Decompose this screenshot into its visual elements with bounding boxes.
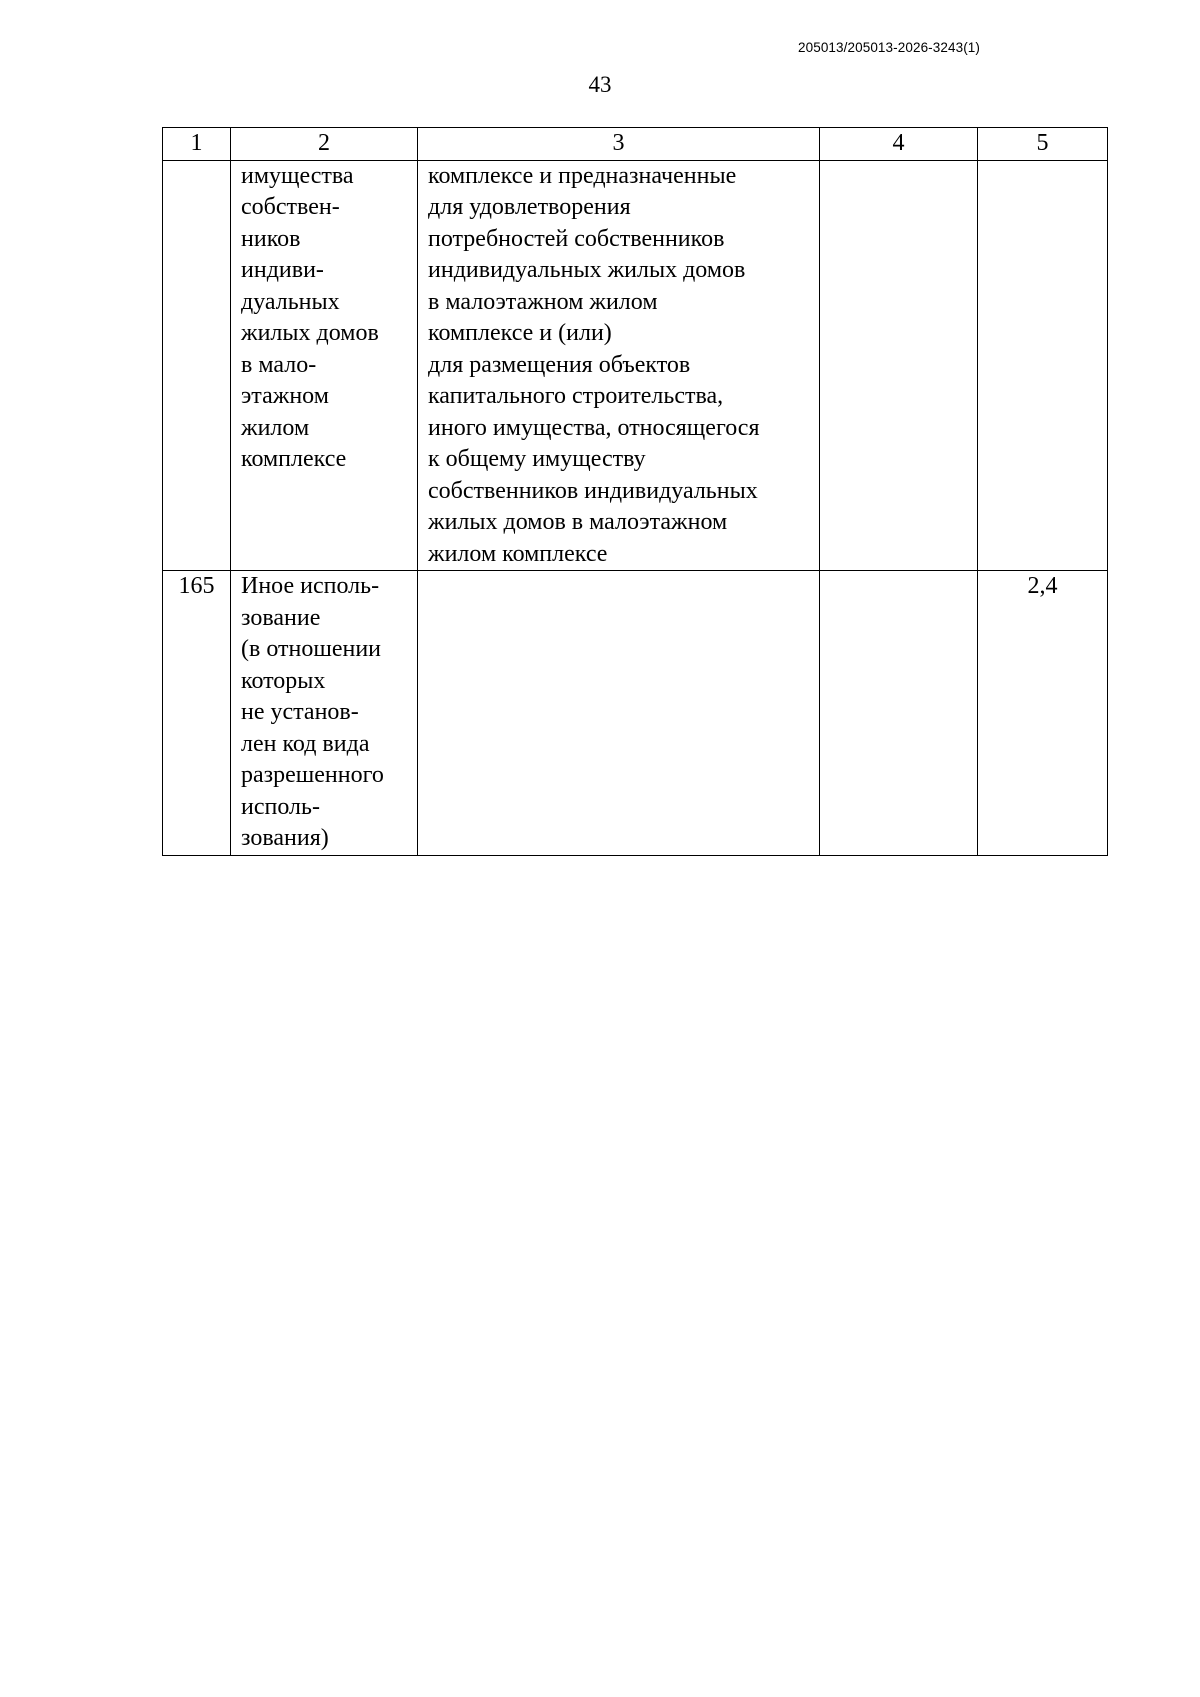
- column-header-5: 5: [978, 128, 1108, 161]
- text-line: этажном: [241, 383, 329, 409]
- text-line: ников: [241, 225, 301, 252]
- row-description-lines: [428, 161, 809, 571]
- text-line: разрешенного: [241, 762, 384, 788]
- column-header-4: 4: [820, 128, 978, 161]
- text-line: которых: [241, 667, 326, 694]
- row-col5-cell: 2,4: [978, 571, 1108, 856]
- column-header-1: 1: [163, 128, 231, 161]
- text-line: иного имущества, относящегося: [428, 414, 760, 441]
- text-line: зование: [241, 604, 321, 631]
- text-line: дуальных: [241, 288, 340, 315]
- table-row: [163, 571, 1108, 856]
- row-description-cell: [418, 160, 820, 571]
- text-line: имущества: [241, 162, 354, 189]
- row-col5-cell: [978, 160, 1108, 571]
- text-line: лен код вида: [241, 730, 370, 757]
- text-line: (в отношении: [241, 636, 382, 662]
- text-line: жилых домов в малоэтажном: [428, 509, 728, 535]
- column-header-3: 3: [418, 128, 820, 161]
- text-line: жилом: [241, 414, 310, 441]
- row-col4-cell: [820, 571, 978, 856]
- row-name-lines: [241, 161, 407, 476]
- text-line: жилых домов: [241, 320, 379, 346]
- text-line: комплексе и (или): [428, 320, 612, 346]
- text-line: для размещения объектов: [428, 351, 691, 378]
- text-line: не установ-: [241, 699, 359, 725]
- text-line: комплексе и предназначенные: [428, 162, 737, 189]
- row-col4-cell: [820, 160, 978, 571]
- text-line: индиви-: [241, 257, 324, 283]
- text-line: Иное исполь-: [241, 573, 380, 599]
- text-line: капитального строительства,: [428, 383, 724, 409]
- text-line: индивидуальных жилых домов: [428, 257, 746, 283]
- table-header-row: [163, 128, 1108, 161]
- text-line: для удовлетворения: [428, 194, 631, 220]
- row-name-cell: [231, 160, 418, 571]
- text-line: собственников индивидуальных: [428, 477, 758, 504]
- land-use-table: [162, 127, 1108, 856]
- document-id: 205013/205013-2026-3243(1): [798, 40, 981, 55]
- text-line: в мало-: [241, 351, 317, 378]
- row-name-cell: [231, 571, 418, 856]
- text-line: собствен-: [241, 194, 340, 220]
- row-name-lines: [241, 571, 407, 855]
- text-line: в малоэтажном жилом: [428, 288, 658, 315]
- text-line: комплексе: [241, 446, 347, 472]
- text-line: исполь-: [241, 793, 320, 820]
- table-row: [163, 160, 1108, 571]
- text-line: жилом комплексе: [428, 540, 608, 567]
- text-line: зования): [241, 825, 329, 851]
- page-number: 43: [588, 72, 612, 97]
- text-line: потребностей собственников: [428, 225, 725, 252]
- row-description-cell: [418, 571, 820, 856]
- row-code-cell: [163, 160, 231, 571]
- text-line: к общему имуществу: [428, 446, 646, 472]
- row-code-cell: 165: [163, 571, 231, 856]
- column-header-2: 2: [231, 128, 418, 161]
